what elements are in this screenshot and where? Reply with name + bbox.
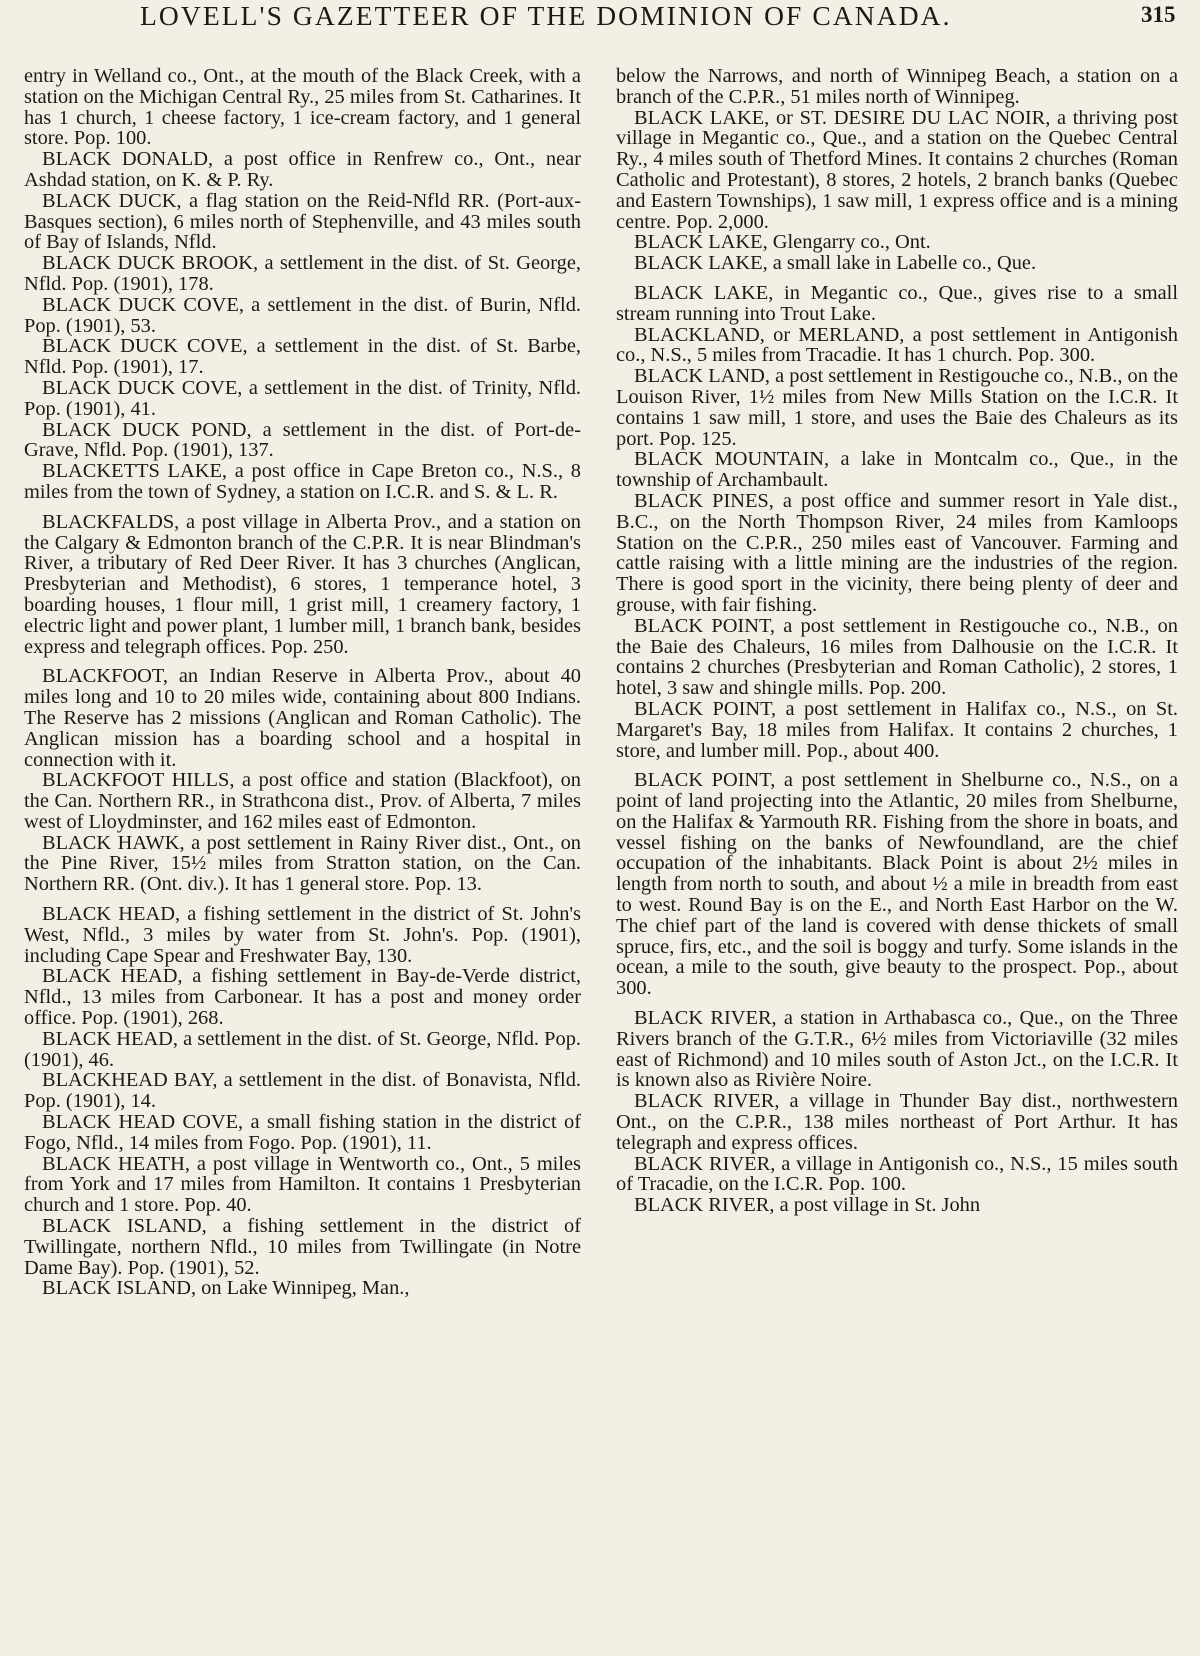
gazetteer-entry: BLACK DONALD, a post office in Renfrew co., Ont., near Ashdad station, on K. & P. Ry.	[24, 148, 581, 191]
gazetteer-entry: BLACK DUCK BROOK, a settlement in the dist. of St. George, Nfld. Pop. (1901), 178.	[24, 252, 581, 295]
page-header	[0, 0, 1200, 62]
gazetteer-entry: BLACKLAND, or MERLAND, a post settlement in Antigonish co., N.S., 5 miles from Tracadie. It has 1 church. Pop. 300.	[616, 323, 1178, 367]
gazetteer-entry: BLACK DUCK, a flag station on the Reid-Nfld RR. (Port-aux-Basques section), 6 miles north of Stephenville, and 43 miles south of Bay of Islands, Nfld.	[24, 189, 581, 254]
gazetteer-entry: BLACK DUCK POND, a settlement in the dist. of Port-de-Grave, Nfld. Pop. (1901), 137.	[24, 418, 581, 462]
gazetteer-entry: BLACK HAWK, a post settlement in Rainy River dist., Ont., on the Pine River, 15½ miles from Stratton station, on the Can. Northern RR. (Ont. div.). It has 1 general store. Pop. 13.	[24, 831, 581, 896]
gazetteer-entry: BLACK POINT, a post settlement in Halifax co., N.S., on St. Margaret's Bay, 18 miles from Halifax. It contains 2 churches, 1 store, and lumber mill. Pop., about 400.	[616, 697, 1178, 762]
gazetteer-entry: BLACK HEAD, a settlement in the dist. of St. George, Nfld. Pop. (1901), 46.	[24, 1027, 581, 1071]
gazetteer-entry: BLACK HEATH, a post village in Wentworth co., Ont., 5 miles from York and 17 miles from Hamilton. It contains 1 Presbyterian church and 1 store. Pop. 40.	[24, 1152, 581, 1217]
left-column	[24, 66, 581, 1299]
gazetteer-entry: BLACK DUCK COVE, a settlement in the dist. of Trinity, Nfld. Pop. (1901), 41.	[24, 376, 581, 420]
gazetteer-entry: BLACK ISLAND, on Lake Winnipeg, Man.,	[42, 1277, 410, 1300]
gazetteer-entry: BLACK RIVER, a station in Arthabasca co., Que., on the Three Rivers branch of the G.T.R., 6½ miles from Victoriaville (32 miles east of Richmond) and 10 miles south of Aston Jct., on the I.C.R. It is known also as Rivière Noire.	[616, 1007, 1178, 1092]
gazetteer-entry: BLACK LAKE, a small lake in Labelle co., Que.	[634, 252, 1037, 275]
gazetteer-entry: BLACK HEAD COVE, a small fishing station in the district of Fogo, Nfld., 14 miles from Fogo. Pop. (1901), 11.	[24, 1111, 581, 1154]
gazetteer-entry: BLACKETTS LAKE, a post office in Cape Breton co., N.S., 8 miles from the town of Sydney, a station on I.C.R. and S. & L. R.	[24, 460, 581, 503]
right-column	[616, 66, 1178, 1216]
gazetteer-entry: BLACKFOOT, an Indian Reserve in Alberta Prov., about 40 miles long and 10 to 20 miles wide, containing about 800 Indians. The Reserve has 2 missions (Anglican and Roman Catholic). The Anglican mission has a boarding school and a hospital in connection with it.	[24, 665, 581, 771]
gazetteer-entry: below the Narrows, and north of Winnipeg Beach, a station on a branch of the C.P.R., 51 miles north of Winnipeg.	[616, 65, 1178, 108]
gazetteer-entry: BLACKFOOT HILLS, a post office and station (Blackfoot), on the Can. Northern RR., in Strathcona dist., Prov. of Alberta, 7 miles west of Lloydminster, and 162 miles east of Edmonton.	[24, 769, 581, 833]
gazetteer-entry: BLACKFALDS, a post village in Alberta Prov., and a station on the Calgary & Edmonton branch of the C.P.R. It is near Blindman's River, a tributary of Red Deer River. It has 3 churches (Anglican, Presbyterian and Methodist), 6 stores, 1 temperance hotel, 3 boarding houses, 1 flour mill, 1 grist mill, 1 creamery factory, 1 electric light and power plant, 1 lumber mill, 1 branch bank, besides express and telegraph offices. Pop. 250.	[24, 510, 581, 658]
gazetteer-entry: BLACK DUCK COVE, a settlement in the dist. of St. Barbe, Nfld. Pop. (1901), 17.	[24, 335, 581, 379]
gazetteer-entry: BLACK MOUNTAIN, a lake in Montcalm co., Que., in the township of Archambault.	[616, 448, 1178, 492]
gazetteer-entry: BLACKHEAD BAY, a settlement in the dist. of Bonavista, Nfld. Pop. (1901), 14.	[24, 1069, 581, 1113]
gazetteer-entry: BLACK HEAD, a fishing settlement in the district of St. John's West, Nfld., 3 miles by water from St. John's. Pop. (1901), including Cape Spear and Freshwater Bay, 130.	[24, 903, 581, 967]
gazetteer-entry: entry in Welland co., Ont., at the mouth of the Black Creek, with a station on the Michigan Central Ry., 25 miles from St. Catharines. It has 1 church, 1 cheese factory, 1 ice-cream factory, and 1 general store. Pop. 100.	[24, 65, 581, 150]
gazetteer-entry: BLACK PINES, a post office and summer resort in Yale dist., B.C., on the North Thompson River, 24 miles from Kamloops Station on the C.P.R., 250 miles east of Vancouver. Farming and cattle raising with a little mining are the industries of the region. There is good sport in the vicinity, there being plenty of deer and grouse, with fair fishing.	[616, 489, 1178, 616]
gazetteer-entry: BLACK HEAD, a fishing settlement in Bay-de-Verde district, Nfld., 13 miles from Carbonear. It has a post and money order office. Pop. (1901), 268.	[24, 965, 581, 1030]
gazetteer-entry: BLACK RIVER, a post village in St. John	[634, 1194, 981, 1217]
gazetteer-entry: BLACK LAND, a post settlement in Restigouche co., N.B., on the Louison River, 1½ miles from New Mills Station on the I.C.R. It contains 1 saw mill, 1 store, and uses the Baie des Chaleurs as its port. Pop. 125.	[616, 365, 1178, 450]
page-title: LOVELL'S GAZETTEER OF THE DOMINION OF CANADA.	[140, 0, 952, 31]
gazetteer-entry: BLACK POINT, a post settlement in Shelburne co., N.S., on a point of land projecting into the Atlantic, 20 miles from Shelburne, on the Halifax & Yarmouth RR. Fishing from the shore in boats, and vessel fishing on the banks of Newfoundland, are the chief occupation of the inhabitants. Black Point is about 2½ miles in length from north to south, and about ½ a mile in breadth from east to west. Round Bay is on the E., and North East Harbor on the W. The chief part of the land is covered with dense thickets of small spruce, firs, etc., and the soil is boggy and turfy. Some islands in the ocean, a mile to the south, give beauty to the prospect. Pop., about 300.	[616, 769, 1178, 1000]
gazetteer-entry: BLACK RIVER, a village in Thunder Bay dist., northwestern Ont., on the C.P.R., 138 miles northeast of Port Arthur. It has telegraph and express offices.	[616, 1090, 1178, 1154]
page-number: 315	[1141, 2, 1176, 27]
gazetteer-entry: BLACK POINT, a post settlement in Restigouche co., N.B., on the Baie des Chaleurs, 16 miles from Dalhousie on the I.C.R. It contains 2 churches (Presbyterian and Roman Catholic), 2 stores, 1 hotel, 3 saw and shingle mills. Pop. 200.	[616, 614, 1178, 700]
gazetteer-entry: BLACK ISLAND, a fishing settlement in the district of Twillingate, northern Nfld., 10 miles from Twillingate (in Notre Dame Bay). Pop. (1901), 52.	[24, 1215, 581, 1279]
gazetteer-entry: BLACK LAKE, Glengarry co., Ont.	[634, 231, 931, 254]
gazetteer-entry: BLACK DUCK COVE, a settlement in the dist. of Burin, Nfld. Pop. (1901), 53.	[24, 293, 581, 337]
gazetteer-entry: BLACK RIVER, a village in Antigonish co., N.S., 15 miles south of Tracadie, on the I.C.R. Pop. 100.	[616, 1152, 1178, 1196]
gazetteer-entry: BLACK LAKE, or ST. DESIRE DU LAC NOIR, a thriving post village in Megantic co., Que., and a station on the Quebec Central Ry., 4 miles south of Thetford Mines. It contains 2 churches (Roman Catholic and Protestant), 8 stores, 2 hotels, 2 branch banks (Quebec and Eastern Townships), 1 saw mill, 1 express office and is a mining centre. Pop. 2,000.	[616, 106, 1178, 233]
gazetteer-entry: BLACK LAKE, in Megantic co., Que., gives rise to a small stream running into Trout Lake.	[616, 281, 1178, 325]
